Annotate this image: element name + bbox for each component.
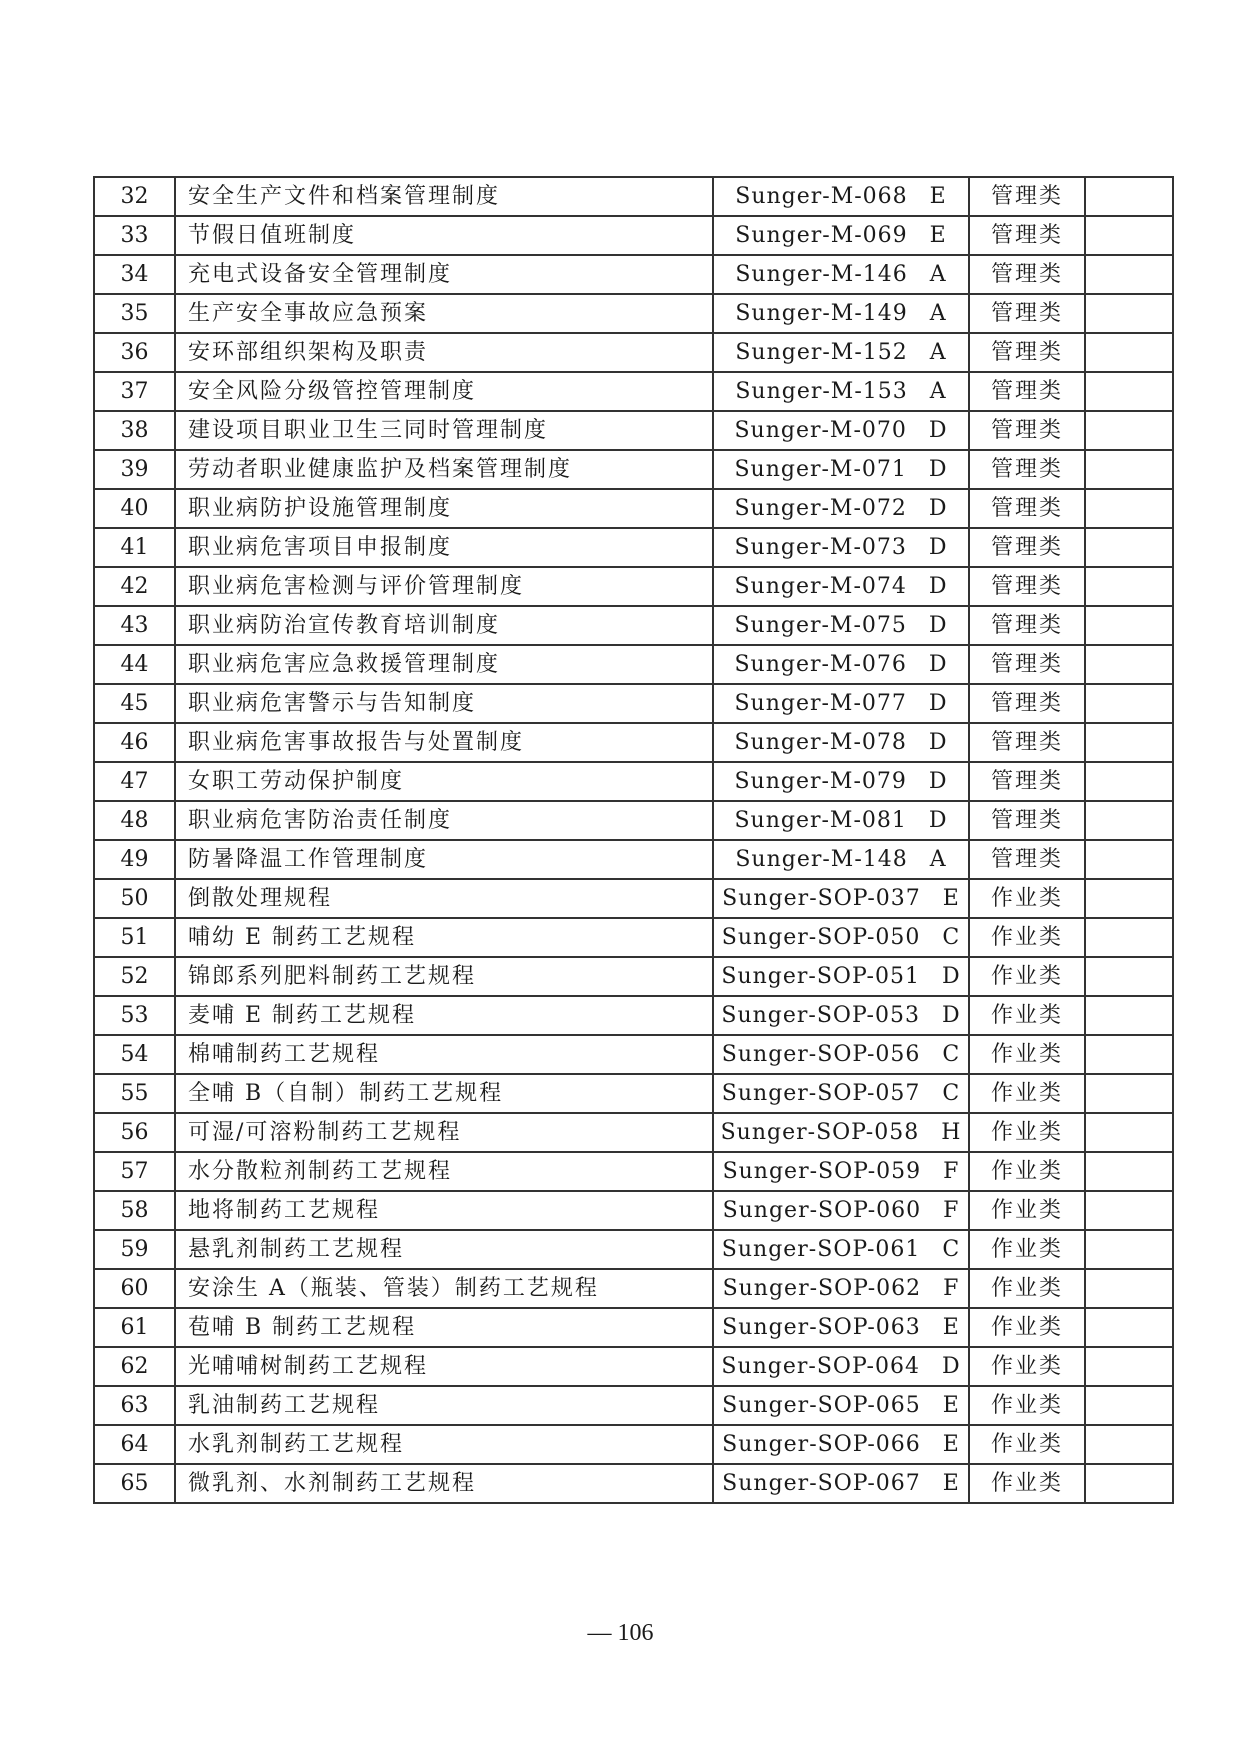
row-number-cell: 43 bbox=[94, 606, 175, 645]
document-code: Sunger-SOP-059 bbox=[722, 1159, 922, 1184]
document-version: D bbox=[941, 1003, 961, 1028]
document-code: Sunger-SOP-064 bbox=[721, 1354, 920, 1379]
document-code: Sunger-SOP-065 bbox=[722, 1393, 921, 1418]
document-code-cell bbox=[713, 1269, 969, 1308]
category-cell: 管理类 bbox=[969, 723, 1085, 762]
table-row bbox=[94, 1230, 1173, 1269]
note-cell bbox=[1085, 294, 1173, 333]
note-cell bbox=[1085, 879, 1173, 918]
table-row bbox=[94, 1113, 1173, 1152]
document-name-cell: 防暑降温工作管理制度 bbox=[175, 840, 713, 879]
row-number-cell: 60 bbox=[94, 1269, 175, 1308]
document-version: D bbox=[928, 535, 948, 560]
note-cell bbox=[1085, 1425, 1173, 1464]
note-cell bbox=[1085, 957, 1173, 996]
document-name-cell: 悬乳剂制药工艺规程 bbox=[175, 1230, 713, 1269]
document-name-cell: 全哺 B（自制）制药工艺规程 bbox=[175, 1074, 713, 1113]
row-number-cell: 65 bbox=[94, 1464, 175, 1503]
note-cell bbox=[1085, 1035, 1173, 1074]
document-code-cell bbox=[713, 528, 969, 567]
table-row bbox=[94, 762, 1173, 801]
category-cell: 作业类 bbox=[969, 918, 1085, 957]
document-name-cell: 安全风险分级管控管理制度 bbox=[175, 372, 713, 411]
table-row bbox=[94, 372, 1173, 411]
document-version: A bbox=[929, 379, 947, 404]
table-row bbox=[94, 177, 1173, 216]
table-row bbox=[94, 879, 1173, 918]
row-number-cell: 48 bbox=[94, 801, 175, 840]
document-code: Sunger-M-069 bbox=[735, 223, 908, 248]
document-version: D bbox=[941, 964, 961, 989]
document-code: Sunger-M-146 bbox=[735, 262, 908, 287]
document-version: F bbox=[943, 1159, 960, 1184]
document-code: Sunger-SOP-060 bbox=[722, 1198, 922, 1223]
document-code: Sunger-SOP-053 bbox=[721, 1003, 920, 1028]
category-cell: 作业类 bbox=[969, 1308, 1085, 1347]
document-version: E bbox=[929, 184, 947, 209]
category-cell: 管理类 bbox=[969, 333, 1085, 372]
row-number-cell: 38 bbox=[94, 411, 175, 450]
document-code-cell bbox=[713, 1425, 969, 1464]
note-cell bbox=[1085, 1113, 1173, 1152]
category-cell: 管理类 bbox=[969, 801, 1085, 840]
category-cell: 管理类 bbox=[969, 372, 1085, 411]
row-number-cell: 61 bbox=[94, 1308, 175, 1347]
document-name-cell: 苞哺 B 制药工艺规程 bbox=[175, 1308, 713, 1347]
document-name-cell: 乳油制药工艺规程 bbox=[175, 1386, 713, 1425]
document-version: C bbox=[942, 1042, 961, 1067]
document-code-cell bbox=[713, 1386, 969, 1425]
note-cell bbox=[1085, 1074, 1173, 1113]
note-cell bbox=[1085, 801, 1173, 840]
document-name-cell: 水乳剂制药工艺规程 bbox=[175, 1425, 713, 1464]
row-number-cell: 34 bbox=[94, 255, 175, 294]
table-row bbox=[94, 216, 1173, 255]
document-code: Sunger-M-074 bbox=[734, 574, 907, 599]
document-code-cell bbox=[713, 1308, 969, 1347]
document-name-cell: 水分散粒剂制药工艺规程 bbox=[175, 1152, 713, 1191]
note-cell bbox=[1085, 723, 1173, 762]
table-row bbox=[94, 918, 1173, 957]
table-row bbox=[94, 996, 1173, 1035]
document-code-cell bbox=[713, 879, 969, 918]
row-number-cell: 42 bbox=[94, 567, 175, 606]
document-version: D bbox=[928, 613, 948, 638]
note-cell bbox=[1085, 762, 1173, 801]
document-version: D bbox=[928, 691, 948, 716]
category-cell: 管理类 bbox=[969, 645, 1085, 684]
document-name-cell: 职业病危害事故报告与处置制度 bbox=[175, 723, 713, 762]
note-cell bbox=[1085, 255, 1173, 294]
category-cell: 作业类 bbox=[969, 1425, 1085, 1464]
document-code-cell bbox=[713, 1113, 969, 1152]
document-code: Sunger-M-071 bbox=[734, 457, 907, 482]
document-version: A bbox=[929, 847, 947, 872]
document-version: E bbox=[929, 223, 947, 248]
category-cell: 作业类 bbox=[969, 1269, 1085, 1308]
document-version: H bbox=[941, 1120, 962, 1145]
table-row bbox=[94, 489, 1173, 528]
table-row bbox=[94, 1425, 1173, 1464]
document-code-cell bbox=[713, 723, 969, 762]
row-number-cell: 49 bbox=[94, 840, 175, 879]
document-version: F bbox=[943, 1198, 960, 1223]
document-name-cell: 麦哺 E 制药工艺规程 bbox=[175, 996, 713, 1035]
table-row bbox=[94, 801, 1173, 840]
document-code: Sunger-SOP-066 bbox=[722, 1432, 921, 1457]
table-row bbox=[94, 411, 1173, 450]
document-code-cell bbox=[713, 684, 969, 723]
document-code: Sunger-M-081 bbox=[734, 808, 907, 833]
table-row bbox=[94, 840, 1173, 879]
note-cell bbox=[1085, 1464, 1173, 1503]
category-cell: 作业类 bbox=[969, 1152, 1085, 1191]
table-row bbox=[94, 1152, 1173, 1191]
document-code-cell bbox=[713, 1152, 969, 1191]
note-cell bbox=[1085, 450, 1173, 489]
category-cell: 管理类 bbox=[969, 255, 1085, 294]
document-code-cell bbox=[713, 1464, 969, 1503]
note-cell bbox=[1085, 528, 1173, 567]
row-number-cell: 54 bbox=[94, 1035, 175, 1074]
category-cell: 管理类 bbox=[969, 489, 1085, 528]
document-code: Sunger-SOP-063 bbox=[722, 1315, 921, 1340]
row-number-cell: 57 bbox=[94, 1152, 175, 1191]
table-row bbox=[94, 1269, 1173, 1308]
table-row bbox=[94, 1308, 1173, 1347]
row-number-cell: 46 bbox=[94, 723, 175, 762]
category-cell: 管理类 bbox=[969, 177, 1085, 216]
document-code-cell bbox=[713, 372, 969, 411]
row-number-cell: 58 bbox=[94, 1191, 175, 1230]
document-name-cell: 劳动者职业健康监护及档案管理制度 bbox=[175, 450, 713, 489]
table-row bbox=[94, 567, 1173, 606]
document-name-cell: 职业病防治宣传教育培训制度 bbox=[175, 606, 713, 645]
document-code-cell bbox=[713, 216, 969, 255]
table-row bbox=[94, 1464, 1173, 1503]
category-cell: 作业类 bbox=[969, 1230, 1085, 1269]
note-cell bbox=[1085, 645, 1173, 684]
document-code: Sunger-SOP-051 bbox=[721, 964, 920, 989]
table-row bbox=[94, 723, 1173, 762]
row-number-cell: 56 bbox=[94, 1113, 175, 1152]
document-code: Sunger-SOP-056 bbox=[721, 1042, 921, 1067]
row-number-cell: 52 bbox=[94, 957, 175, 996]
row-number-cell: 62 bbox=[94, 1347, 175, 1386]
document-name-cell: 棉哺制药工艺规程 bbox=[175, 1035, 713, 1074]
document-code: Sunger-M-075 bbox=[734, 613, 907, 638]
table-row bbox=[94, 1386, 1173, 1425]
document-code: Sunger-M-070 bbox=[734, 418, 907, 443]
row-number-cell: 40 bbox=[94, 489, 175, 528]
document-code: Sunger-M-149 bbox=[735, 301, 908, 326]
document-name-cell: 光哺哺树制药工艺规程 bbox=[175, 1347, 713, 1386]
row-number-cell: 55 bbox=[94, 1074, 175, 1113]
table-row bbox=[94, 684, 1173, 723]
category-cell: 作业类 bbox=[969, 1464, 1085, 1503]
document-name-cell: 建设项目职业卫生三同时管理制度 bbox=[175, 411, 713, 450]
category-cell: 管理类 bbox=[969, 762, 1085, 801]
document-code: Sunger-SOP-037 bbox=[722, 886, 921, 911]
document-name-cell: 可湿/可溶粉制药工艺规程 bbox=[175, 1113, 713, 1152]
document-version: D bbox=[928, 457, 948, 482]
table-row bbox=[94, 1074, 1173, 1113]
note-cell bbox=[1085, 333, 1173, 372]
note-cell bbox=[1085, 216, 1173, 255]
document-version: D bbox=[928, 730, 948, 755]
document-code-cell bbox=[713, 606, 969, 645]
document-name-cell: 女职工劳动保护制度 bbox=[175, 762, 713, 801]
document-name-cell: 微乳剂、水剂制药工艺规程 bbox=[175, 1464, 713, 1503]
document-code: Sunger-SOP-057 bbox=[721, 1081, 921, 1106]
note-cell bbox=[1085, 1347, 1173, 1386]
category-cell: 管理类 bbox=[969, 450, 1085, 489]
document-code: Sunger-M-079 bbox=[734, 769, 907, 794]
row-number-cell: 41 bbox=[94, 528, 175, 567]
category-cell: 作业类 bbox=[969, 1074, 1085, 1113]
document-code-cell bbox=[713, 333, 969, 372]
document-code: Sunger-SOP-067 bbox=[722, 1471, 921, 1496]
category-cell: 作业类 bbox=[969, 1113, 1085, 1152]
document-code: Sunger-M-077 bbox=[734, 691, 907, 716]
category-cell: 作业类 bbox=[969, 996, 1085, 1035]
table-row bbox=[94, 1347, 1173, 1386]
note-cell bbox=[1085, 372, 1173, 411]
note-cell bbox=[1085, 411, 1173, 450]
note-cell bbox=[1085, 996, 1173, 1035]
document-code: Sunger-SOP-050 bbox=[721, 925, 921, 950]
category-cell: 管理类 bbox=[969, 216, 1085, 255]
document-version: A bbox=[929, 262, 947, 287]
document-code: Sunger-M-073 bbox=[734, 535, 907, 560]
document-code-cell bbox=[713, 996, 969, 1035]
note-cell bbox=[1085, 1230, 1173, 1269]
document-version: D bbox=[928, 574, 948, 599]
category-cell: 作业类 bbox=[969, 879, 1085, 918]
document-code-cell bbox=[713, 411, 969, 450]
row-number-cell: 51 bbox=[94, 918, 175, 957]
category-cell: 管理类 bbox=[969, 411, 1085, 450]
note-cell bbox=[1085, 918, 1173, 957]
page-number: — 106 bbox=[587, 1620, 654, 1646]
document-code-cell bbox=[713, 957, 969, 996]
row-number-cell: 37 bbox=[94, 372, 175, 411]
note-cell bbox=[1085, 840, 1173, 879]
document-code: Sunger-M-076 bbox=[734, 652, 907, 677]
document-code-cell bbox=[713, 567, 969, 606]
row-number-cell: 44 bbox=[94, 645, 175, 684]
note-cell bbox=[1085, 1308, 1173, 1347]
document-version: E bbox=[942, 1315, 960, 1340]
document-version: D bbox=[928, 808, 948, 833]
document-name-cell: 职业病危害应急救援管理制度 bbox=[175, 645, 713, 684]
note-cell bbox=[1085, 684, 1173, 723]
table-row bbox=[94, 645, 1173, 684]
document-version: C bbox=[942, 925, 961, 950]
document-version: E bbox=[942, 1471, 960, 1496]
note-cell bbox=[1085, 1152, 1173, 1191]
table-row bbox=[94, 450, 1173, 489]
note-cell bbox=[1085, 177, 1173, 216]
row-number-cell: 47 bbox=[94, 762, 175, 801]
document-version: D bbox=[941, 1354, 961, 1379]
document-name-cell: 职业病危害检测与评价管理制度 bbox=[175, 567, 713, 606]
category-cell: 管理类 bbox=[969, 684, 1085, 723]
row-number-cell: 36 bbox=[94, 333, 175, 372]
document-name-cell: 安涂生 A（瓶装、管装）制药工艺规程 bbox=[175, 1269, 713, 1308]
note-cell bbox=[1085, 1191, 1173, 1230]
document-code: Sunger-M-078 bbox=[734, 730, 907, 755]
document-version: C bbox=[942, 1081, 961, 1106]
document-code-cell bbox=[713, 762, 969, 801]
document-name-cell: 安环部组织架构及职责 bbox=[175, 333, 713, 372]
category-cell: 管理类 bbox=[969, 528, 1085, 567]
document-version: A bbox=[929, 340, 947, 365]
category-cell: 作业类 bbox=[969, 1191, 1085, 1230]
document-code-cell bbox=[713, 918, 969, 957]
document-code: Sunger-SOP-058 bbox=[720, 1120, 920, 1145]
document-name-cell: 职业病危害防治责任制度 bbox=[175, 801, 713, 840]
category-cell: 管理类 bbox=[969, 294, 1085, 333]
table-row bbox=[94, 1191, 1173, 1230]
row-number-cell: 35 bbox=[94, 294, 175, 333]
document-name-cell: 锦郎系列肥料制药工艺规程 bbox=[175, 957, 713, 996]
row-number-cell: 39 bbox=[94, 450, 175, 489]
row-number-cell: 50 bbox=[94, 879, 175, 918]
document-version: D bbox=[928, 496, 948, 521]
document-code-cell bbox=[713, 489, 969, 528]
document-table bbox=[93, 176, 1174, 1504]
document-code: Sunger-M-152 bbox=[735, 340, 908, 365]
table-row bbox=[94, 294, 1173, 333]
row-number-cell: 63 bbox=[94, 1386, 175, 1425]
note-cell bbox=[1085, 489, 1173, 528]
document-name-cell: 职业病危害警示与告知制度 bbox=[175, 684, 713, 723]
document-version: E bbox=[942, 1432, 960, 1457]
row-number-cell: 32 bbox=[94, 177, 175, 216]
document-code-cell bbox=[713, 1074, 969, 1113]
row-number-cell: 59 bbox=[94, 1230, 175, 1269]
category-cell: 作业类 bbox=[969, 957, 1085, 996]
note-cell bbox=[1085, 567, 1173, 606]
category-cell: 管理类 bbox=[969, 606, 1085, 645]
document-code-cell bbox=[713, 1035, 969, 1074]
document-code-cell bbox=[713, 840, 969, 879]
document-code-cell bbox=[713, 645, 969, 684]
document-code: Sunger-M-068 bbox=[735, 184, 908, 209]
document-name-cell: 生产安全事故应急预案 bbox=[175, 294, 713, 333]
document-name-cell: 职业病危害项目申报制度 bbox=[175, 528, 713, 567]
document-code-cell bbox=[713, 177, 969, 216]
category-cell: 作业类 bbox=[969, 1386, 1085, 1425]
document-name-cell: 安全生产文件和档案管理制度 bbox=[175, 177, 713, 216]
document-name-cell: 哺幼 E 制药工艺规程 bbox=[175, 918, 713, 957]
table-row bbox=[94, 255, 1173, 294]
document-version: C bbox=[942, 1237, 961, 1262]
document-name-cell: 节假日值班制度 bbox=[175, 216, 713, 255]
document-code: Sunger-SOP-061 bbox=[721, 1237, 921, 1262]
row-number-cell: 64 bbox=[94, 1425, 175, 1464]
table-row bbox=[94, 606, 1173, 645]
category-cell: 作业类 bbox=[969, 1347, 1085, 1386]
document-code-cell bbox=[713, 1191, 969, 1230]
note-cell bbox=[1085, 606, 1173, 645]
document-code-cell bbox=[713, 801, 969, 840]
document-name-cell: 充电式设备安全管理制度 bbox=[175, 255, 713, 294]
document-code-cell bbox=[713, 450, 969, 489]
document-code: Sunger-SOP-062 bbox=[722, 1276, 922, 1301]
document-version: D bbox=[928, 418, 948, 443]
document-name-cell: 倒散处理规程 bbox=[175, 879, 713, 918]
document-name-cell: 职业病防护设施管理制度 bbox=[175, 489, 713, 528]
document-version: E bbox=[942, 886, 960, 911]
document-code-cell bbox=[713, 255, 969, 294]
document-code-cell bbox=[713, 294, 969, 333]
table-row bbox=[94, 333, 1173, 372]
table-body bbox=[94, 177, 1173, 1503]
document-name-cell: 地将制药工艺规程 bbox=[175, 1191, 713, 1230]
document-code: Sunger-M-148 bbox=[735, 847, 908, 872]
document-code-cell bbox=[713, 1230, 969, 1269]
document-version: A bbox=[929, 301, 947, 326]
document-code-cell bbox=[713, 1347, 969, 1386]
category-cell: 作业类 bbox=[969, 1035, 1085, 1074]
table-row bbox=[94, 1035, 1173, 1074]
category-cell: 管理类 bbox=[969, 840, 1085, 879]
table-row bbox=[94, 528, 1173, 567]
document-code: Sunger-M-072 bbox=[734, 496, 907, 521]
table-row bbox=[94, 957, 1173, 996]
row-number-cell: 45 bbox=[94, 684, 175, 723]
document-version: E bbox=[942, 1393, 960, 1418]
row-number-cell: 53 bbox=[94, 996, 175, 1035]
note-cell bbox=[1085, 1386, 1173, 1425]
row-number-cell: 33 bbox=[94, 216, 175, 255]
document-code: Sunger-M-153 bbox=[735, 379, 908, 404]
note-cell bbox=[1085, 1269, 1173, 1308]
document-version: D bbox=[928, 652, 948, 677]
category-cell: 管理类 bbox=[969, 567, 1085, 606]
document-version: D bbox=[928, 769, 948, 794]
document-version: F bbox=[943, 1276, 960, 1301]
